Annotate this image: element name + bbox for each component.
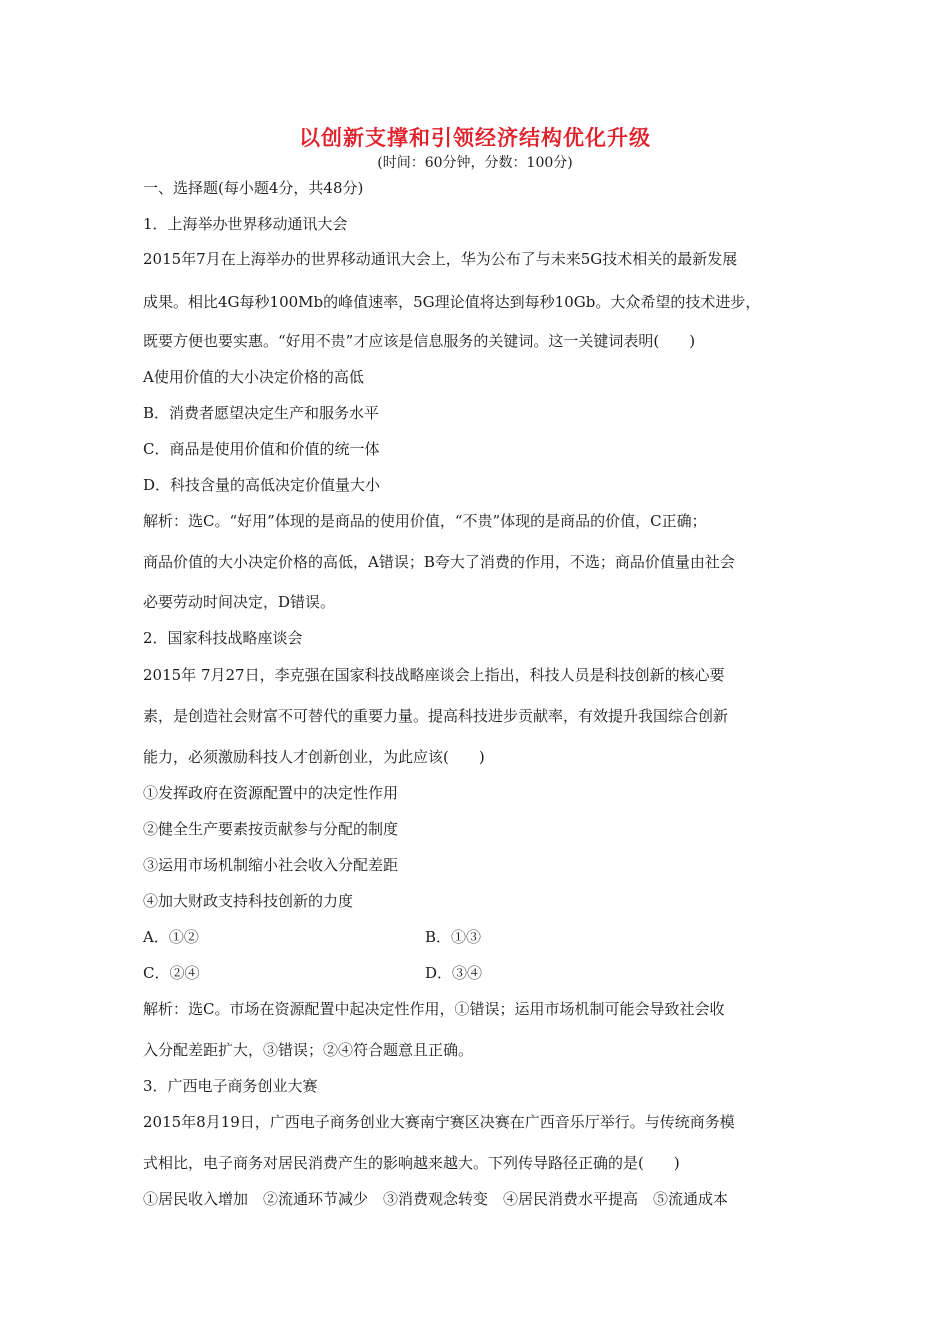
q1-analysis-line: 必要劳动时间决定，D错误。 [143, 593, 336, 611]
q1-analysis-line: 解析：选C。“好用”体现的是商品的使用价值，“不贵”体现的是商品的价值，C正确； [143, 512, 707, 530]
q2-option-b: B．①③ [425, 928, 482, 946]
q1-option-c: C．商品是使用价值和价值的统一体 [143, 440, 380, 458]
q2-item: ④加大财政支持科技创新的力度 [143, 892, 354, 910]
q2-stem-line: 2015年 7月27日，李克强在国家科技战略座谈会上指出，科技人员是科技创新的核心要 [143, 666, 725, 684]
document-title: 以创新支撑和引领经济结构优化升级 [299, 125, 651, 150]
q2-item: ①发挥政府在资源配置中的决定性作用 [143, 784, 399, 802]
q2-heading: 2．国家科技战略座谈会 [143, 629, 303, 647]
q2-item: ②健全生产要素按贡献参与分配的制度 [143, 820, 399, 838]
q1-option-b: B．消费者愿望决定生产和服务水平 [143, 404, 380, 422]
q1-option-d: D．科技含量的高低决定价值量大小 [143, 476, 381, 494]
q1-heading: 1．上海举办世界移动通讯大会 [143, 215, 348, 233]
q3-heading: 3．广西电子商务创业大赛 [143, 1077, 318, 1095]
q1-stem-line: 2015年7月在上海举办的世界移动通讯大会上，华为公布了与未来5G技术相关的最新发展 [143, 250, 738, 268]
q2-option-d: D．③④ [425, 964, 483, 982]
q2-analysis-line: 入分配差距扩大，③错误；②④符合题意且正确。 [143, 1041, 474, 1059]
q2-stem-line: 素，是创造社会财富不可替代的重要力量。提高科技进步贡献率，有效提升我国综合创新 [143, 707, 729, 725]
q1-stem-line: 成果。相比4G每秒100Mb的峰值速率，5G理论值将达到每秒10Gb。大众希望的技术进步， [143, 293, 761, 311]
q2-option-c: C．②④ [143, 964, 200, 982]
q2-item: ③运用市场机制缩小社会收入分配差距 [143, 856, 399, 874]
q2-analysis-line: 解析：选C。市场在资源配置中起决定性作用，①错误；运用市场机制可能会导致社会收 [143, 1000, 725, 1018]
section-heading: 一、选择题(每小题4分，共48分) [143, 179, 364, 197]
q2-option-a: A．①② [143, 928, 199, 946]
q3-items-line: ①居民收入增加 ②流通环节减少 ③消费观念转变 ④居民消费水平提高 ⑤流通成本 [143, 1190, 729, 1208]
q2-stem-line: 能力，必须激励科技人才创新创业，为此应该( ) [143, 748, 485, 766]
q3-stem-line: 2015年8月19日，广西电子商务创业大赛南宁赛区决赛在广西音乐厅举行。与传统商务模 [143, 1113, 735, 1131]
q1-option-a: A使用价值的大小决定价格的高低 [143, 368, 364, 386]
q1-stem-line: 既要方便也要实惠。“好用不贵”才应该是信息服务的关键词。这一关键词表明( ) [143, 332, 696, 350]
q3-stem-line: 式相比，电子商务对居民消费产生的影响越来越大。下列传导路径正确的是( ) [143, 1154, 680, 1172]
document-subtitle: (时间：60分钟，分数：100分) [377, 155, 573, 171]
q1-analysis-line: 商品价值的大小决定价格的高低，A错误；B夸大了消费的作用，不选；商品价值量由社会 [143, 553, 735, 571]
